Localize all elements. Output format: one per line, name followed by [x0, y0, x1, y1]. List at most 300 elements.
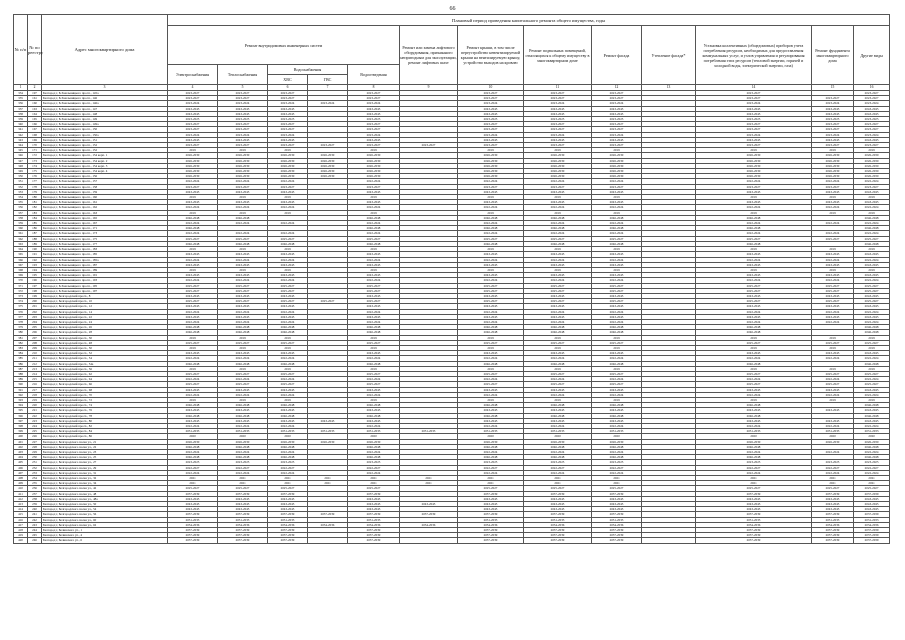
period-cell: 2023-2024: [458, 132, 524, 137]
row-number-cell: 371: [14, 283, 28, 288]
period-cell: 2043-2045: [854, 273, 890, 278]
period-cell: 2023-2027: [168, 184, 218, 189]
row-number-cell: 402: [14, 444, 28, 449]
period-cell: 2023-2027: [348, 96, 400, 101]
period-cell: 2043-2045: [696, 137, 812, 142]
period-cell: 2037-2039: [854, 533, 890, 538]
row-number-cell: 395: [14, 408, 28, 413]
period-cell: 2037-2039: [168, 491, 218, 496]
period-cell: 2043-2045: [218, 418, 268, 423]
row-number-cell: 345: [14, 148, 28, 153]
row-number-cell: 400: [14, 434, 28, 439]
period-cell: 2037-2039: [696, 528, 812, 533]
period-cell: 2025-2027: [812, 340, 854, 345]
period-cell: 2043-2045: [524, 111, 592, 116]
period-cell: 2023-2027: [218, 184, 268, 189]
period-cell: 2023-2027: [592, 127, 642, 132]
period-cell: 2022-2024: [268, 356, 308, 361]
period-cell: 2022-2027: [268, 465, 308, 470]
period-cell: 2026-2030: [268, 153, 308, 158]
period-cell: 2019: [218, 366, 268, 371]
row-number-cell: 375: [14, 304, 28, 309]
period-cell: 2019: [168, 210, 218, 215]
row-number-cell: 387: [14, 366, 28, 371]
period-cell: 2022-2027: [592, 465, 642, 470]
period-cell: 2025-2027: [592, 288, 642, 293]
period-cell: 2025-2027: [458, 382, 524, 387]
period-cell: 2026-2030: [592, 163, 642, 168]
period-cell: 2019: [458, 397, 524, 402]
address-cell: Белгород г, Белгородского полка ул., 60: [42, 517, 168, 522]
period-cell: 2022-2027: [854, 465, 890, 470]
period-cell: 2023-2027: [696, 122, 812, 127]
period-cell: 2021: [400, 476, 458, 481]
period-cell: 2019: [854, 345, 890, 350]
period-cell: 2023-2027: [854, 122, 890, 127]
address-cell: Белгород г, Белгородского полка ул., 42: [42, 486, 168, 491]
address-cell: Белгород г, Белинского ул., 4: [42, 533, 168, 538]
col-registry-header: № по реестру: [28, 15, 42, 85]
address-cell: Белгород г, Б.Хмельницкого просп., 159: [42, 189, 168, 194]
period-cell: 2043-2045: [696, 304, 812, 309]
period-cell: 2022-2024: [524, 319, 592, 324]
column-number-cell: 6: [268, 85, 308, 91]
period-cell: 2022-2024: [348, 278, 400, 283]
period-cell: 2022-2024: [458, 392, 524, 397]
row-number-cell: 379: [14, 325, 28, 330]
period-cell: 2023-2027: [218, 96, 268, 101]
period-cell: 2022-2024: [854, 205, 890, 210]
period-cell: 2043-2045: [592, 137, 642, 142]
period-cell: 2022-2024: [168, 392, 218, 397]
period-cell: 2020: [268, 434, 308, 439]
period-cell: 2031-2033: [268, 517, 308, 522]
period-cell: 2022-2024: [348, 450, 400, 455]
registry-number-cell: 244: [28, 528, 42, 533]
address-cell: Белгород г, Б.Хмельницкого просп., 154 корп. 4: [42, 169, 168, 174]
registry-number-cell: 195: [28, 273, 42, 278]
period-cell: 2043-2045: [854, 496, 890, 501]
period-cell: 2022-2024: [268, 205, 308, 210]
period-cell: 2023-2024: [348, 132, 400, 137]
registry-number-cell: 231: [28, 460, 42, 465]
roof-header: Ремонт крыши, в том числе переустройство невентилируемой крыши на вентилируемую крышу, устройство выходов на кровлю: [458, 26, 524, 85]
period-cell: 2026-2030: [812, 174, 854, 179]
period-cell: 2019: [524, 345, 592, 350]
period-cell: 2046-2048: [218, 444, 268, 449]
address-cell: Белгород г, Б.Хмельницкого просп., 173: [42, 231, 168, 236]
period-cell: 2046-2048: [854, 413, 890, 418]
period-cell: 2023-2027: [696, 91, 812, 96]
period-cell: 2043-2045: [268, 408, 308, 413]
period-cell: 2031-2033: [812, 517, 854, 522]
col-address-header: Адрес многоквартирного дома: [42, 15, 168, 85]
period-cell: 2043-2045: [524, 293, 592, 298]
period-cell: 2023-2027: [696, 143, 812, 148]
registry-number-cell: 193: [28, 262, 42, 267]
period-cell: 2026-2030: [592, 158, 642, 163]
period-cell: 2046-2048: [218, 330, 268, 335]
period-cell: 2025-2027: [458, 340, 524, 345]
address-cell: Белгород г, Б.Хмельницкого просп., 150: [42, 127, 168, 132]
period-cell: 2021: [524, 476, 592, 481]
period-cell: 2043-2045: [458, 351, 524, 356]
period-cell: 2026-2030: [696, 158, 812, 163]
period-cell: 2043-2045: [218, 496, 268, 501]
address-cell: Белгород г, Б.Хмельницкого просп., 157: [42, 179, 168, 184]
registry-number-cell: 180: [28, 195, 42, 200]
address-cell: Белгород г, Белгородский просп., 80: [42, 418, 168, 423]
row-number-cell: 358: [14, 215, 28, 220]
period-cell: 2019: [168, 195, 218, 200]
registry-number-cell: 223: [28, 418, 42, 423]
period-cell: 2021: [308, 476, 348, 481]
period-group-header: Плановый период проведения капитального ремонта общего имущества, годы: [168, 15, 890, 26]
period-cell: 2037-2039: [592, 512, 642, 517]
period-cell: 2046-2048: [218, 215, 268, 220]
period-cell: 2023-2027: [812, 127, 854, 132]
row-number-cell: 339: [14, 117, 28, 122]
period-cell: 2025-2027: [168, 340, 218, 345]
period-cell: 2037-2039: [696, 533, 812, 538]
period-cell: 2019: [458, 267, 524, 272]
period-cell: 2021: [854, 476, 890, 481]
period-cell: 2022-2024: [348, 319, 400, 324]
period-cell: 2043-2045: [218, 408, 268, 413]
registry-number-cell: 175: [28, 169, 42, 174]
period-cell: 2025-2027: [696, 236, 812, 241]
period-cell: 2023-2027: [218, 143, 268, 148]
period-cell: 2022-2024: [592, 392, 642, 397]
period-cell: 2022-2027: [168, 465, 218, 470]
row-number-cell: 404: [14, 455, 28, 460]
row-number-cell: 346: [14, 153, 28, 158]
period-cell: 2046-2048: [696, 215, 812, 220]
registry-number-cell: 186: [28, 226, 42, 231]
row-number-cell: 342: [14, 132, 28, 137]
period-cell: 2046-2048: [592, 455, 642, 460]
period-cell: 2025-2027: [524, 283, 592, 288]
registry-number-cell: 222: [28, 413, 42, 418]
period-cell: 2019: [348, 148, 400, 153]
period-cell: 2023-2025: [218, 460, 268, 465]
period-cell: 2022-2024: [592, 424, 642, 429]
period-cell: 2043-2045: [696, 262, 812, 267]
period-cell: 2031-2033: [218, 517, 268, 522]
registry-number-cell: 164: [28, 111, 42, 116]
period-cell: 2046-2048: [696, 444, 812, 449]
period-cell: 2025-2027: [348, 283, 400, 288]
period-cell: 2019: [524, 267, 592, 272]
period-cell: 2022-2024: [458, 278, 524, 283]
period-cell: 2019: [696, 366, 812, 371]
period-cell: 2023-2027: [458, 143, 524, 148]
registry-number-cell: 215: [28, 377, 42, 382]
period-cell: 2019: [592, 366, 642, 371]
period-cell: 2025-2027: [458, 299, 524, 304]
row-number-cell: 413: [14, 502, 28, 507]
period-cell: 2022-2024: [592, 377, 642, 382]
period-cell: 2019: [524, 366, 592, 371]
registry-number-cell: 183: [28, 210, 42, 215]
period-cell: 2019: [812, 397, 854, 402]
period-cell: 2019: [524, 247, 592, 252]
registry-number-cell: 191: [28, 252, 42, 257]
period-cell: 2019: [218, 148, 268, 153]
column-number-cell: 10: [458, 85, 524, 91]
period-cell: 2023-2027: [592, 184, 642, 189]
period-cell: 2046-2048: [592, 241, 642, 246]
period-cell: 2026-2030: [854, 163, 890, 168]
period-cell: 2025-2027: [854, 486, 890, 491]
period-cell: 2043-2045: [524, 137, 592, 142]
period-cell: 2046-2048: [168, 413, 218, 418]
row-number-cell: 393: [14, 397, 28, 402]
table-header: [14, 15, 890, 91]
period-cell: 2023-2027: [168, 96, 218, 101]
period-cell: 2019: [696, 195, 812, 200]
period-cell: 2037-2039: [268, 491, 308, 496]
period-cell: 2046-2048: [218, 413, 268, 418]
period-cell: 2043-2045: [812, 351, 854, 356]
period-cell: 2046-2048: [592, 330, 642, 335]
period-cell: 2023-2027: [696, 184, 812, 189]
period-cell: 2022-2024: [458, 356, 524, 361]
column-number-cell: 15: [812, 85, 854, 91]
period-cell: 2023-2027: [696, 96, 812, 101]
period-cell: 2043-2045: [854, 106, 890, 111]
period-cell: 2046-2048: [268, 325, 308, 330]
period-cell: 2037-2039: [348, 528, 400, 533]
period-cell: 2043-2045: [268, 111, 308, 116]
period-cell: 2022-2024: [812, 356, 854, 361]
period-cell: 2046-2048: [348, 241, 400, 246]
period-cell: 2043-2045: [268, 189, 308, 194]
period-cell: 2023-2027: [458, 127, 524, 132]
registry-number-cell: 170: [28, 143, 42, 148]
period-cell: 2043-2045: [524, 304, 592, 309]
period-cell: 2037-2039: [854, 491, 890, 496]
period-cell: 2021: [458, 476, 524, 481]
period-cell: 2026-2030: [592, 439, 642, 444]
period-cell: 2043-2045: [592, 273, 642, 278]
period-cell: 2031-2033: [524, 517, 592, 522]
period-cell: 2026-2030: [592, 174, 642, 179]
period-cell: 2043-2045: [812, 387, 854, 392]
period-cell: 2037-2039: [812, 533, 854, 538]
period-cell: 2037-2039: [696, 538, 812, 543]
period-cell: 2023-2024: [696, 132, 812, 137]
period-cell: 2019: [168, 148, 218, 153]
period-cell: 2025-2027: [524, 371, 592, 376]
period-cell: 2043-2045: [218, 252, 268, 257]
table-body: [14, 91, 890, 544]
period-cell: 2025-2027: [524, 236, 592, 241]
period-cell: 2046-2048: [348, 444, 400, 449]
address-cell: Белгород г, Белгородского полка ул., 27: [42, 460, 168, 465]
period-cell: 2019: [812, 148, 854, 153]
period-cell: 2025-2027: [168, 382, 218, 387]
period-cell: 2026-2030: [524, 158, 592, 163]
period-cell: 2043-2045: [218, 293, 268, 298]
period-cell: 2026-2030: [458, 439, 524, 444]
row-number-cell: 386: [14, 361, 28, 366]
period-cell: 2043-2045: [812, 273, 854, 278]
period-cell: 2022-2024: [592, 309, 642, 314]
period-cell: 2019: [854, 366, 890, 371]
row-number-cell: 381: [14, 335, 28, 340]
period-cell: 2023-2027: [218, 91, 268, 96]
row-number-cell: 417: [14, 522, 28, 527]
period-cell: 2046-2048: [854, 226, 890, 231]
period-cell: 2037-2039: [854, 512, 890, 517]
period-cell: 2026-2030: [218, 158, 268, 163]
period-cell: 2043-2045: [696, 507, 812, 512]
period-cell: 2022-2024: [812, 221, 854, 226]
period-cell: 2043-2045: [168, 304, 218, 309]
registry-number-cell: 230: [28, 455, 42, 460]
address-cell: Белгород г, Белгородского полка ул., 31: [42, 470, 168, 475]
period-cell: 2023-2027: [524, 127, 592, 132]
period-cell: 2026-2030: [168, 174, 218, 179]
period-cell: 2026-2030: [524, 163, 592, 168]
period-cell: 2021: [308, 481, 348, 486]
period-cell: 2026-2030: [348, 174, 400, 179]
period-cell: 2037-2039: [696, 512, 812, 517]
period-cell: 2022-2024: [348, 179, 400, 184]
period-cell: 2031-2033: [812, 429, 854, 434]
period-cell: 2023-2025: [592, 460, 642, 465]
period-cell: 2043-2045: [168, 262, 218, 267]
period-cell: 2022-2024: [168, 319, 218, 324]
period-cell: 2043-2045: [696, 293, 812, 298]
period-cell: 2046-2048: [168, 403, 218, 408]
period-cell: 2046-2048: [458, 330, 524, 335]
address-cell: Белгород г, Белгородского полка ул., 50: [42, 502, 168, 507]
column-number-cell: 7: [308, 85, 348, 91]
row-number-cell: 372: [14, 288, 28, 293]
period-cell: 2043-2045: [268, 387, 308, 392]
period-cell: 2043-2045: [592, 418, 642, 423]
address-cell: Белгород г, Б.Хмельницкого просп., 171: [42, 226, 168, 231]
period-cell: 2022-2024: [854, 179, 890, 184]
period-cell: 2019: [592, 267, 642, 272]
period-cell: 2026-2030: [524, 174, 592, 179]
period-cell: 2019: [458, 366, 524, 371]
period-cell: 2022-2024: [218, 319, 268, 324]
period-cell: 2037-2039: [218, 533, 268, 538]
period-cell: 2023-2027: [592, 91, 642, 96]
period-cell: 2025-2027: [348, 288, 400, 293]
period-cell: 2031-2033: [168, 517, 218, 522]
period-cell: 2023-2027: [348, 143, 400, 148]
registry-number-cell: 163: [28, 106, 42, 111]
period-cell: 2046-2048: [458, 241, 524, 246]
registry-number-cell: 200: [28, 299, 42, 304]
registry-number-cell: 187: [28, 231, 42, 236]
period-cell: 2031-2033: [218, 429, 268, 434]
address-cell: Белгород г, Белгородского полка ул., 32: [42, 476, 168, 481]
address-cell: Белгород г, Белгородский просп., 22: [42, 314, 168, 319]
period-cell: 2019: [348, 267, 400, 272]
lift-header: Ремонт или замена лифтового оборудования, признанного непригодным для эксплуатации, ремонт лифтовых шахт: [400, 26, 458, 85]
registry-number-cell: 176: [28, 174, 42, 179]
period-cell: 2022-2024: [696, 392, 812, 397]
row-number-cell: 356: [14, 205, 28, 210]
period-cell: 2021: [218, 476, 268, 481]
period-cell: 2043-2045: [524, 262, 592, 267]
period-cell: 2025-2027: [524, 288, 592, 293]
column-number-cell: 11: [524, 85, 592, 91]
period-cell: 2043-2045: [854, 351, 890, 356]
address-cell: Белгород г, Б.Хмельницкого просп., 148: [42, 111, 168, 116]
period-cell: 2037-2039: [168, 528, 218, 533]
row-number-cell: 411: [14, 491, 28, 496]
period-cell: 2023-2027: [308, 143, 348, 148]
period-cell: 2022-2027: [524, 465, 592, 470]
period-cell: 2019: [268, 148, 308, 153]
period-cell: 2022-2024: [218, 392, 268, 397]
column-number-cell: 5: [218, 85, 268, 91]
period-cell: 2037-2039: [308, 512, 348, 517]
registry-number-cell: 201: [28, 304, 42, 309]
period-cell: 2021: [592, 476, 642, 481]
registry-number-cell: 182: [28, 205, 42, 210]
row-number-cell: 369: [14, 273, 28, 278]
period-cell: 2023-2024: [524, 101, 592, 106]
column-number-cell: 13: [642, 85, 696, 91]
period-cell: 2046-2048: [592, 226, 642, 231]
period-cell: 2023-2027: [268, 127, 308, 132]
period-cell: 2022-2024: [348, 392, 400, 397]
row-number-cell: 357: [14, 210, 28, 215]
period-cell: 2037-2039: [348, 491, 400, 496]
address-cell: Белгород г, Белгородский просп., 86: [42, 434, 168, 439]
period-cell: 2025-2027: [812, 283, 854, 288]
period-cell: 2046-2048: [268, 444, 308, 449]
row-number-cell: 366: [14, 257, 28, 262]
address-cell: Белгород г, Белгородского полка ул., 29: [42, 465, 168, 470]
row-number-cell: 359: [14, 221, 28, 226]
period-cell: 2022-2024: [854, 319, 890, 324]
period-cell: 2023-2027: [268, 122, 308, 127]
period-cell: 2037-2039: [348, 512, 400, 517]
period-cell: 2023-2027: [854, 91, 890, 96]
period-cell: 2037-2039: [592, 538, 642, 543]
period-cell: 2043-2045: [348, 304, 400, 309]
row-number-cell: 396: [14, 413, 28, 418]
period-cell: 2043-2045: [592, 387, 642, 392]
address-cell: Белгород г, Белгородский просп., 10: [42, 299, 168, 304]
period-cell: 2019: [524, 148, 592, 153]
period-cell: 2031-2033: [592, 517, 642, 522]
period-cell: 2025-2027: [268, 288, 308, 293]
period-cell: 2022-2024: [854, 257, 890, 262]
address-cell: Белгород г, Б.Хмельницкого просп., 187: [42, 262, 168, 267]
period-cell: 2043-2045: [168, 111, 218, 116]
registry-number-cell: 168: [28, 132, 42, 137]
address-cell: Белгород г, Б.Хмельницкого просп., 154 корп. 1: [42, 153, 168, 158]
period-cell: 2043-2045: [696, 502, 812, 507]
period-cell: 2025-2027: [268, 486, 308, 491]
address-cell: Белгород г, Б.Хмельницкого просп., 146: [42, 96, 168, 101]
row-number-cell: 336: [14, 101, 28, 106]
period-cell: 2043-2045: [168, 293, 218, 298]
registry-number-cell: 206: [28, 330, 42, 335]
row-number-cell: 360: [14, 226, 28, 231]
row-number-cell: 418: [14, 528, 28, 533]
period-cell: 2037-2039: [812, 512, 854, 517]
